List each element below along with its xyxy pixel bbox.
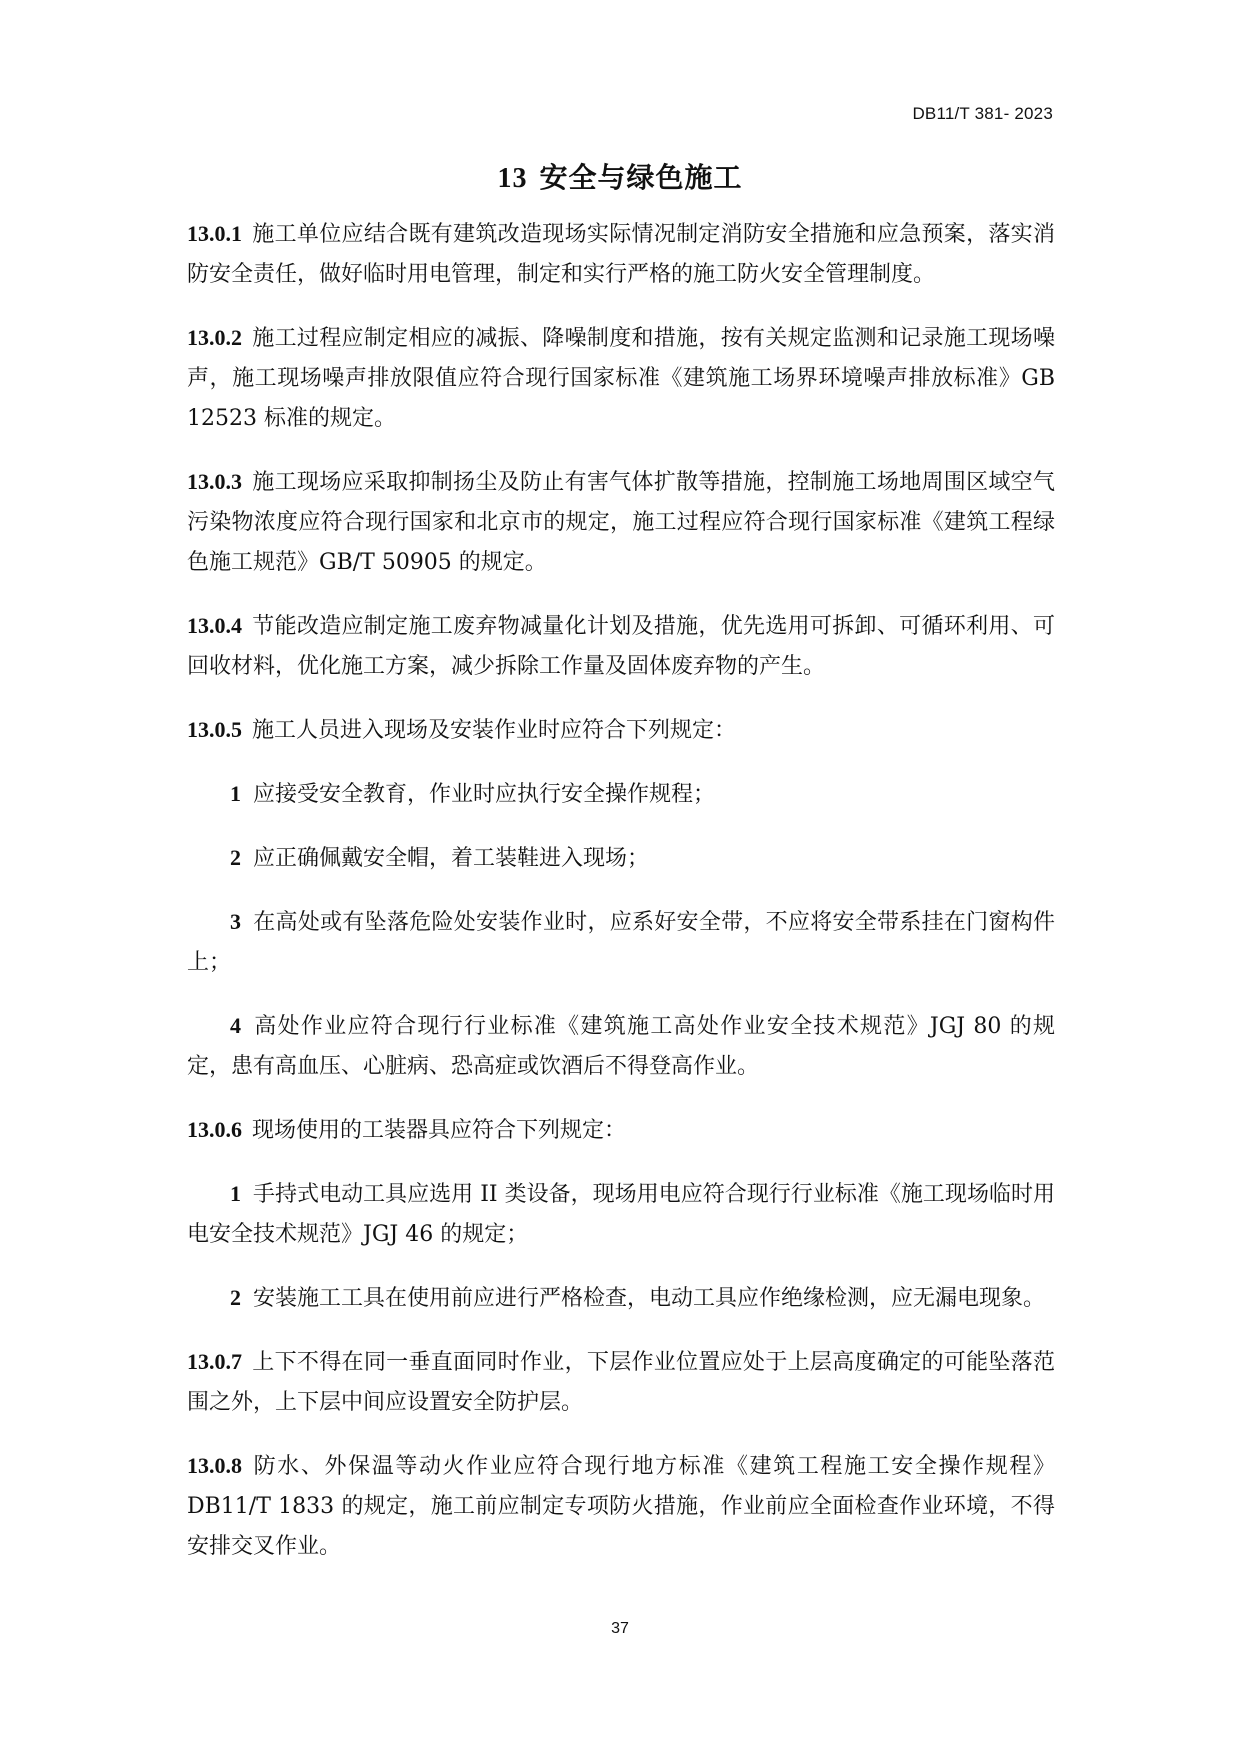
- list-item: [187, 1006, 1055, 1087]
- clause-text: 施工过程应制定相应的减振、降噪制度和措施，按有关规定监测和记录施工现场噪声，施工现场噪声排放限值应符合现行国家标准《建筑施工场界环境噪声排放标准》GB 12523 标准的规定。: [187, 326, 1055, 431]
- page-content: [187, 214, 1055, 1590]
- document-code: DB11/T 381- 2023: [912, 104, 1053, 123]
- clause-13-0-8: [187, 1446, 1055, 1567]
- clause-text: 防水、外保温等动火作业应符合现行地方标准《建筑工程施工安全操作规程》DB11/T 1833 的规定，施工前应制定专项防火措施，作业前应全面检查作业环境，不得安排交叉作业。: [187, 1454, 1055, 1559]
- list-item: [187, 774, 1055, 815]
- item-number: 2: [230, 1285, 241, 1310]
- clause-13-0-4: [187, 606, 1055, 687]
- chapter-title: [0, 156, 1240, 196]
- item-number: 1: [230, 1181, 241, 1206]
- clause-text: 施工人员进入现场及安装作业时应符合下列规定：: [252, 718, 737, 743]
- item-text: 在高处或有坠落危险处安装作业时，应系好安全带，不应将安全带系挂在门窗构件上；: [187, 910, 1055, 975]
- clause-13-0-3: [187, 462, 1055, 583]
- clause-number: 13.0.7: [187, 1349, 242, 1374]
- clause-text: 节能改造应制定施工废弃物减量化计划及措施，优先选用可拆卸、可循环利用、可回收材料，优化施工方案，减少拆除工作量及固体废弃物的产生。: [187, 614, 1055, 679]
- list-item: [187, 1278, 1055, 1319]
- clause-number: 13.0.4: [187, 613, 242, 638]
- clause-13-0-7: [187, 1342, 1055, 1423]
- item-text: 应接受安全教育，作业时应执行安全操作规程；: [253, 782, 716, 807]
- item-number: 3: [230, 909, 241, 934]
- item-number: 1: [230, 781, 241, 806]
- clause-text: 上下不得在同一垂直面同时作业，下层作业位置应处于上层高度确定的可能坠落范围之外，上下层中间应设置安全防护层。: [187, 1350, 1055, 1415]
- chapter-title-text: 安全与绿色施工: [539, 161, 743, 194]
- clause-number: 13.0.2: [187, 325, 242, 350]
- item-text: 应正确佩戴安全帽，着工装鞋进入现场；: [253, 846, 650, 871]
- clause-text: 现场使用的工装器具应符合下列规定：: [252, 1118, 627, 1143]
- clause-number: 13.0.5: [187, 717, 242, 742]
- list-item: [187, 902, 1055, 983]
- item-text: 高处作业应符合现行行业标准《建筑施工高处作业安全技术规范》JGJ 80 的规定，患有高血压、心脏病、恐高症或饮酒后不得登高作业。: [187, 1014, 1055, 1079]
- item-number: 2: [230, 845, 241, 870]
- clause-13-0-1: [187, 214, 1055, 295]
- clause-number: 13.0.3: [187, 469, 242, 494]
- clause-number: 13.0.1: [187, 221, 242, 246]
- clause-text: 施工单位应结合既有建筑改造现场实际情况制定消防安全措施和应急预案，落实消防安全责任，做好临时用电管理，制定和实行严格的施工防火安全管理制度。: [187, 222, 1055, 287]
- clause-13-0-2: [187, 318, 1055, 439]
- chapter-number: 13: [497, 163, 528, 194]
- clause-13-0-5: [187, 710, 1055, 751]
- clause-number: 13.0.8: [187, 1453, 242, 1478]
- page-number: 37: [611, 1620, 629, 1637]
- item-text: 安装施工工具在使用前应进行严格检查，电动工具应作绝缘检测，应无漏电现象。: [253, 1286, 1046, 1311]
- clause-text: 施工现场应采取抑制扬尘及防止有害气体扩散等措施，控制施工场地周围区域空气污染物浓度应符合现行国家和北京市的规定，施工过程应符合现行国家标准《建筑工程绿色施工规范》GB/T 50905 的规定。: [187, 470, 1055, 575]
- item-number: 4: [230, 1013, 241, 1038]
- item-text: 手持式电动工具应选用 II 类设备，现场用电应符合现行行业标准《施工现场临时用电安全技术规范》JGJ 46 的规定；: [187, 1182, 1055, 1247]
- list-item: [187, 838, 1055, 879]
- list-item: [187, 1174, 1055, 1255]
- clause-13-0-6: [187, 1110, 1055, 1151]
- clause-number: 13.0.6: [187, 1117, 242, 1142]
